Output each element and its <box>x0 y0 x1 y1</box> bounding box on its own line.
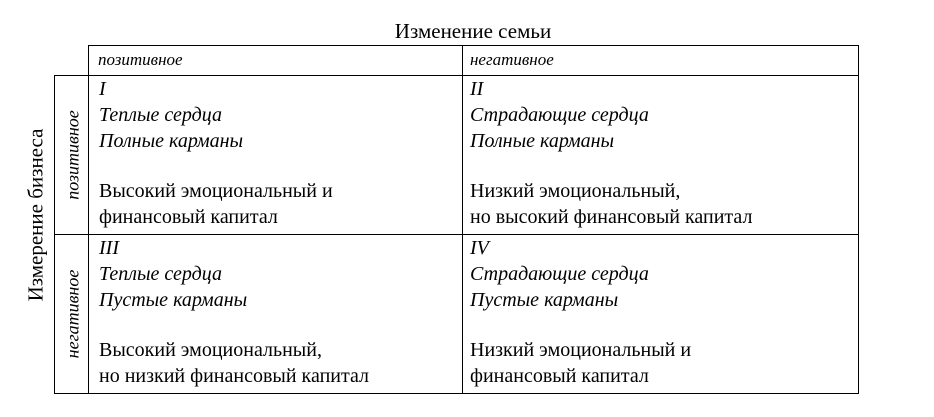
right-border <box>858 45 859 394</box>
quadrant-description-line1: Низкий эмоциональный и <box>470 339 692 361</box>
quadrant-numeral: II <box>470 78 484 100</box>
quadrant-heart-label: Теплые сердца <box>99 104 223 126</box>
quadrant-description-line1: Низкий эмоциональный, <box>470 180 681 202</box>
quadrant-numeral: I <box>99 78 106 100</box>
quadrant-pocket-label: Полные карманы <box>470 130 615 152</box>
column-divider <box>462 45 463 394</box>
column-header-positive: позитивное <box>98 50 183 69</box>
quadrant-description-line2: но низкий финансовый капитал <box>99 365 369 387</box>
quadrant-heart-label: Теплые сердца <box>99 263 223 285</box>
row-header-positive: позитивное <box>62 110 83 200</box>
row-header-divider <box>88 45 89 394</box>
quadrant-description-line2: финансовый капитал <box>470 365 649 387</box>
quadrant-heart-label: Страдающие сердца <box>470 104 649 126</box>
quadrant-3 <box>99 235 369 389</box>
family-dimension-title: Изменение семьи <box>394 19 552 43</box>
quadrant-pocket-label: Полные карманы <box>99 130 244 152</box>
quadrant-description-line1: Высокий эмоциональный и <box>99 180 333 202</box>
quadrant-description-line1: Высокий эмоциональный, <box>99 339 322 361</box>
bottom-border <box>54 393 859 394</box>
business-dimension-title: Измерение бизнеса <box>23 128 48 302</box>
quadrant-numeral: III <box>99 237 119 259</box>
quadrant-1 <box>99 76 333 230</box>
quadrant-2 <box>470 76 752 230</box>
left-border <box>54 75 55 394</box>
quadrant-heart-label: Страдающие сердца <box>470 263 649 285</box>
quadrant-numeral: IV <box>470 237 489 259</box>
top-border <box>88 45 859 46</box>
quadrant-description-line2: но высокий финансовый капитал <box>470 206 753 228</box>
quadrant-pocket-label: Пустые карманы <box>99 289 248 311</box>
quadrant-4 <box>470 235 691 389</box>
quadrant-pocket-label: Пустые карманы <box>470 289 619 311</box>
column-header-negative: негативное <box>470 50 554 69</box>
quadrant-description-line2: финансовый капитал <box>99 206 278 228</box>
row-header-negative: негативное <box>62 269 83 359</box>
